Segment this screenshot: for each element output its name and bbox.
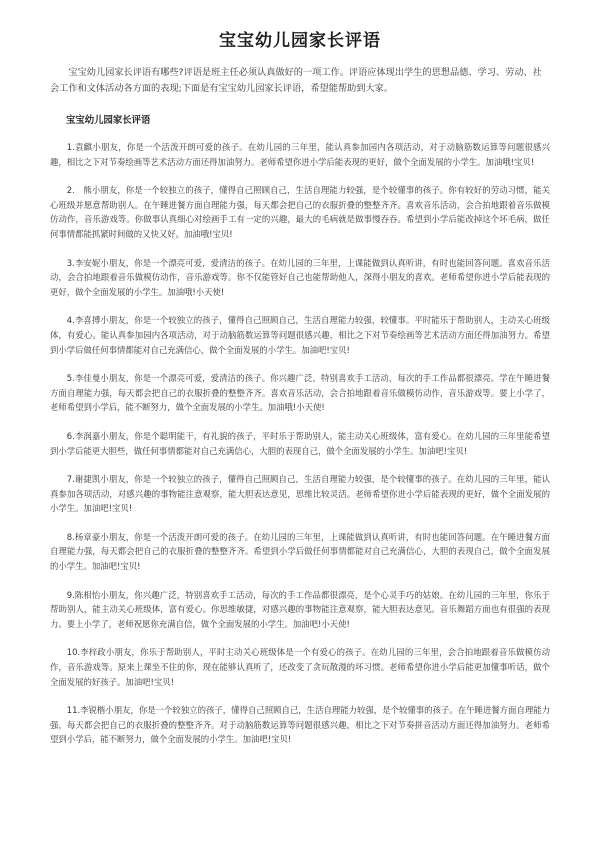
section-subtitle: 宝宝幼儿园家长评语 (66, 115, 151, 126)
document-title: 宝宝幼儿园家长评语 (219, 31, 381, 51)
comment-paragraph: 1.袁麒小朋友，你是一个活泼开朗可爱的孩子。在幼儿园的三年里，能认真参加园内各项活动，对于动脑筋数运算等问题很感兴趣，相比之下对节奏绘画等艺术活动方面还得加油努力。老师希望你进小学后能表现的更好，做个全面发展的小学生。加油哦!宝贝! (50, 142, 550, 167)
comment-paragraph: 9.陈相怡小朋友，你兴趣广泛，特别喜欢手工活动，每次的手工作品都很漂亮，是个心灵手巧的姑娘。在幼儿园的三年里，你乐于帮助别人，能主动关心班级体，富有爱心。你思维敏捷，对感兴趣的事物能注意观察，能大胆表达意见。音乐舞蹈方面也有很强的表现力。要上小学了，老师祝愿你充满自信，做个全面发展的小学生。加油吧!小天使! (50, 589, 550, 629)
comment-paragraph: 6.李润嘉小朋友，你是个聪明能干，有礼貌的孩子，平时乐于帮助别人，能主动关心班级体，富有爱心。在幼儿园的三年里能希望到小学后能更大胆些，做任何事情都能对自己充满信心，大胆的表现自己，做个全面发展的小学生。加油吧!宝贝! (50, 430, 550, 456)
comment-paragraph: 5.李佳曼小朋友，你是一个漂亮可爱，爱清洁的孩子。你兴趣广泛，特别喜欢手工活动，每次的手工作品都很漂亮。学在午睡进餐方面自理能力强，每天都会把自己的衣服折叠的整整齐齐。喜欢音乐活动，会合拍地跟着音乐做模仿动作，音乐游戏等。要上小学了，老师希望到小学后，能不断努力，做个全面发展的小学生。加油哦!小天使! (50, 373, 550, 413)
comment-paragraph: 8.杨章豪小朋友，你是一个活泼开朗可爱的孩子。在幼儿园的三年里，上课能做到认真听讲，有时也能回答问题。在午睡进餐方面自理能力强，每天都会把自己的衣服折叠的整整齐齐。希望到小学后做任何事情都能对自己充满信心，大胆的表现自己，做个全面发展的小学生。加油吧!宝贝! (50, 531, 550, 572)
intro-paragraph: 宝宝幼儿园家长评语有哪些?评语是班主任必须认真做好的一项工作。评语应体现出学生的思想品德、学习、劳动、社会工作和文体活动各方面的表现;下面是有宝宝幼儿园家长评语，希望能帮助到大家。 (50, 67, 542, 94)
comment-paragraph: 11.李锐楷小朋友，你是一个较独立的孩子，懂得自己照顾自己，生活自理能力较强，是个较懂事的孩子。在午睡进餐方面自理能力强，每天都会把自己的衣服折叠的整整齐齐。对于动脑筋数运算等问题很感兴趣，相比之下对节奏拼音活动方面还得加油努力。老师希望到小学后，能不断努力，做个全面发展的小学生。加油吧!宝贝! (50, 705, 550, 745)
comment-paragraph: 3.李安妮小朋友，你是一个漂亮可爱，爱清洁的孩子。在幼儿园的三年里，上课能做到认真听讲，有时也能回答问题。喜欢音乐活动，会合拍地跟着音乐做模仿动作，音乐游戏等。你不仅能管好自己也能帮助他人，深得小朋友的喜欢。老师希望你进小学后能表现的更好，做个全面发展的小学生。加油哦!小天使! (50, 257, 550, 297)
comment-paragraph: 7.谢捷凯小朋友，你是一个较独立的孩子，懂得自己照顾自己，生活自理能力较强，是个较懂事的孩子。在幼儿园的三年里，能认真参加各项活动，对感兴趣的事物能注意观察，能大胆表达意见，思维比较灵活。老师希望你进小学后能表现的更好，做个全面发展的小学生。加油吧!宝贝! (50, 474, 550, 514)
comment-paragraph: 10.李梓政小朋友，你乐于帮助别人，平时主动关心班级体是一个有爱心的孩子。在幼儿园的三年里，会合拍地跟着音乐做模仿动作，音乐游戏等。原来上课坐不住的你，现在能够认真听了，还改变了贪玩散漫的坏习惯。老师希望你进小学后能更加懂事听话，做个全面发展的好孩子。加油吧!宝贝! (50, 647, 550, 687)
comment-paragraph: 2. 熊小朋友，你是一个较独立的孩子，懂得自己照顾自己，生活自理能力较强，是个较懂事的孩子。你有较好的劳动习惯，能关心班级并愿意帮助别人。在午睡进餐方面自理能力强，每天都会把自己的衣服折叠的整整齐齐。喜欢音乐活动，会合拍地跟着音乐做模仿动作，音乐游戏等。你做事认真细心对绘画手工有一定的兴趣，最大的毛病就是做事慢吞吞。希望到小学后能改掉这个坏毛病，做任何事情都能抓紧时间做的又快又好。加油哦!宝贝! (50, 185, 550, 239)
comment-paragraph: 4.李喜搏小朋友，你是一个较独立的孩子，懂得自己照顾自己，生活自理能力较强，较懂事。平时能乐于帮助别人，主动关心班级体，有爱心。能认真参加园内各项活动，对于动脑筋数运算等问题很感兴趣，相比之下对节奏绘画等艺术活动方面还得加油努力。希望到小学后做任何事情都能对自己充满信心，做个全面发展的小学生。加油吧!宝贝! (50, 315, 550, 355)
